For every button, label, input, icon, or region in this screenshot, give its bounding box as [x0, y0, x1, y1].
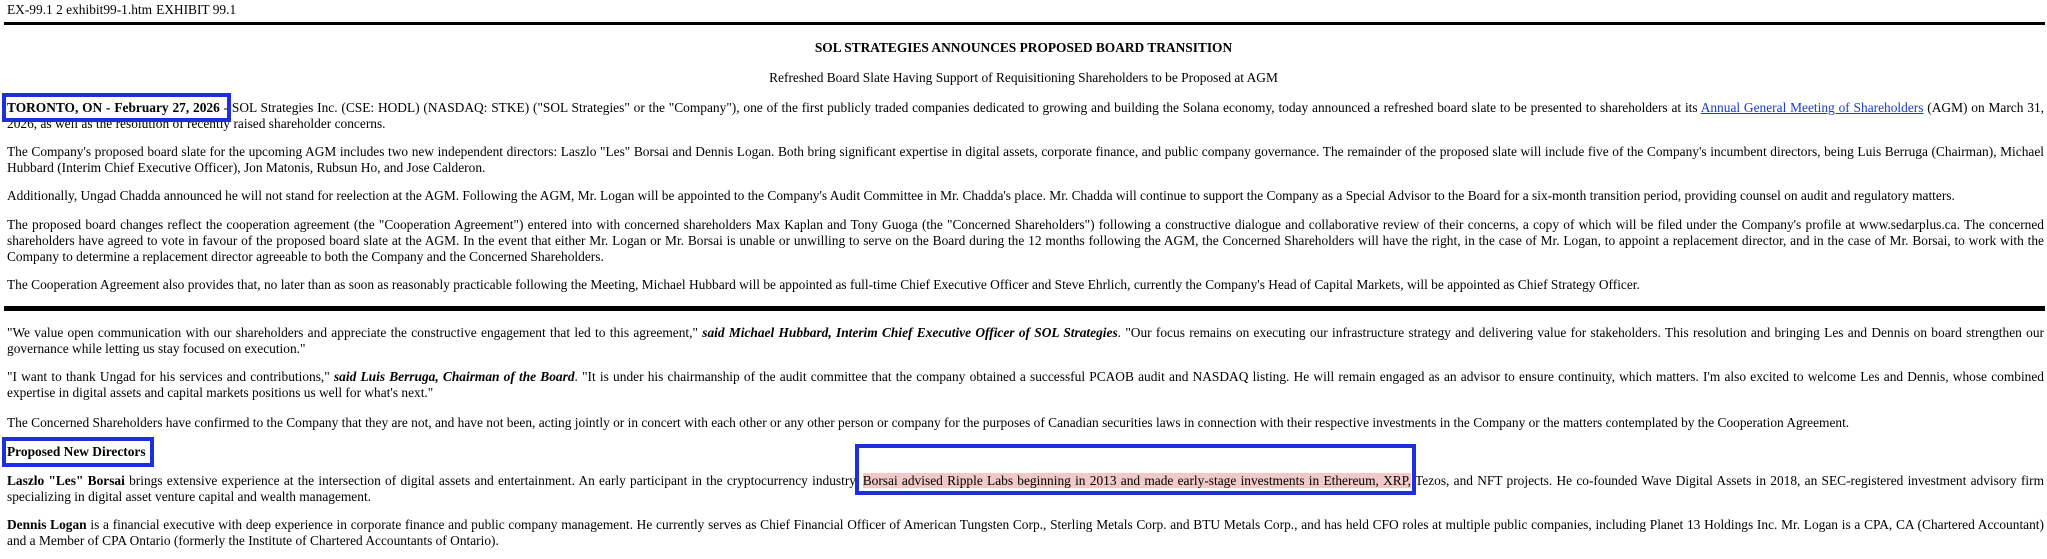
- quote-berruga: [7, 369, 2044, 401]
- bio-borsai-text-1: brings extensive experience at the intersection of digital assets and entertainment. An early participant in the cryptocurrency industry,: [124, 473, 863, 488]
- section-rule: [4, 306, 2045, 311]
- agm-link[interactable]: Annual General Meeting of Shareholders: [1700, 100, 1924, 115]
- quote-berruga-open: "I want to thank Ungad for his services and contributions,": [7, 369, 334, 384]
- bio-borsai-text-2: Tezos, and NFT projects. He co-founded Wave Digital Assets in 2018, an SEC-registered investment advisory firm specializing in digital asset venture capital and wealth management.: [7, 473, 2044, 504]
- quote-berruga-rest: . "It is under his chairmanship of the audit committee that the company obtained a successful PCAOB audit and NASDAQ listing. He will remain engaged as an advisor to ensure continuity, which matters. I'm also excited to welcome Les and Dennis, whose combined expertise in digital assets and capital markets positions us well for what's next.": [7, 369, 2044, 400]
- quote-hubbard-rest: . "Our focus remains on executing our infrastructure strategy and delivering value for stakeholders. This resolution and bringing Les and Dennis on board strengthen our governance while letting us stay focused on execution.": [7, 325, 2045, 356]
- intro-text-2: (AGM) on March 31, 2026, as well as the resolution of recently raised shareholder concerns.: [7, 100, 2044, 131]
- exhibit-label: EXHIBIT 99.1: [156, 2, 237, 17]
- paragraph-intro: [7, 100, 2044, 132]
- quote-hubbard-attribution: said Michael Hubbard, Interim Chief Executive Officer of SOL Strategies: [702, 325, 1118, 340]
- quote-hubbard: [7, 325, 2044, 357]
- top-rule: [4, 22, 2045, 25]
- bio-logan-text: is a financial executive with deep experience in corporate finance and public company management. He currently serves as Chief Financial Officer of American Tungsten Corp., Sterling Metals Corp. and BTU Metals Corp., and has held CFO roles at multiple public companies, including Planet 13 Holdings Inc. Mr. Logan is a CPA, CA (Chartered Accountant) and a Member of CPA Ontario (formerly the Institute of Chartered Accountants of Ontario).: [7, 517, 2044, 548]
- directors-heading: Proposed New Directors: [7, 444, 146, 459]
- press-release-title: SOL STRATEGIES ANNOUNCES PROPOSED BOARD TRANSITION: [814, 40, 1233, 55]
- filing-header: [7, 2, 236, 18]
- paragraph-board-slate: The Company's proposed board slate for the upcoming AGM includes two new independent directors: Laszlo "Les" Borsai and Dennis Logan. Both bring significant expertise in digital assets, corporate finance, and public company governance. The remainder of the proposed slate will include five of the Company's incumbent directors, being Luis Berruga (Chairman), Michael Hubbard (Interim Chief Executive Officer), Jon Matonis, Rubsun Ho, and Jose Calderon.: [7, 144, 2044, 175]
- intro-text-1: - SOL Strategies Inc. (CSE: HODL) (NASDAQ: STKE) ("SOL Strategies" or the "Company"), one of the first publicly traded companies dedicated to growing and building the Solana economy, today announced a refreshed board slate to be presented to shareholders at its: [219, 100, 1701, 115]
- annotation-box-dateline: [2, 93, 231, 122]
- quote-berruga-attribution: said Luis Berruga, Chairman of the Board: [333, 369, 575, 384]
- bio-borsai-highlight: Borsai advised Ripple Labs beginning in 2013 and made early-stage investments in Ethereum, XRP,: [862, 473, 1411, 488]
- press-release-subtitle: Refreshed Board Slate Having Support of Requisitioning Shareholders to be Proposed at AGM: [769, 70, 1278, 85]
- bio-logan: [7, 517, 2044, 549]
- paragraph-concert-disclaimer: The Concerned Shareholders have confirmed to the Company that they are not, and have not been, acting jointly or in concert with each other or any other person or company for the purposes of Canadian securities laws in connection with their respective investments in the Company or the matters contemplated by the Cooperation Agreement.: [7, 415, 1850, 430]
- annotation-box-directors-heading: [2, 437, 154, 467]
- annotation-box-borsai-highlight: [855, 444, 1416, 495]
- quote-hubbard-open: "We value open communication with our shareholders and appreciate the constructive engagement that led to this agreement,": [7, 325, 703, 340]
- bio-borsai-name: Laszlo "Les" Borsai: [7, 473, 125, 488]
- paragraph-ceo-appointment: The Cooperation Agreement also provides that, no later than as soon as reasonably practicable following the Meeting, Michael Hubbard will be appointed as full-time Chief Executive Officer and Steve Ehrlich, currently the Company's Head of Capital Markets, will be appointed as Chief Strategy Officer.: [7, 277, 1640, 292]
- bio-logan-name: Dennis Logan: [7, 517, 87, 532]
- filing-filename: EX-99.1 2 exhibit99-1.htm: [7, 2, 153, 17]
- dateline: TORONTO, ON - February 27, 2026: [7, 100, 220, 115]
- paragraph-cooperation-agreement: The proposed board changes reflect the cooperation agreement (the "Cooperation Agreement") entered into with concerned shareholders Max Kaplan and Tony Guoga (the "Concerned Shareholders") following a constructive dialogue and collaborative review of their concerns, a copy of which will be filed under the Company's profile at www.sedarplus.ca. The concerned shareholders have agreed to vote in favour of the proposed board slate at the AGM. In the event that either Mr. Logan or Mr. Borsai is unable or unwilling to serve on the Board during the 12 months following the AGM, the Concerned Shareholders will have the right, in the case of Mr. Logan, to appoint a replacement director, and in the case of Mr. Borsai, to work with the Company to determine a replacement director agreeable to both the Company and the Concerned Shareholders.: [7, 217, 2044, 264]
- paragraph-chadda: Additionally, Ungad Chadda announced he will not stand for reelection at the AGM. Following the AGM, Mr. Logan will be appointed to the Company's Audit Committee in Mr. Chadda's place. Mr. Chadda will continue to support the Company as a Special Advisor to the Board for a six-month transition period, providing counsel on audit and regulatory matters.: [7, 188, 1955, 203]
